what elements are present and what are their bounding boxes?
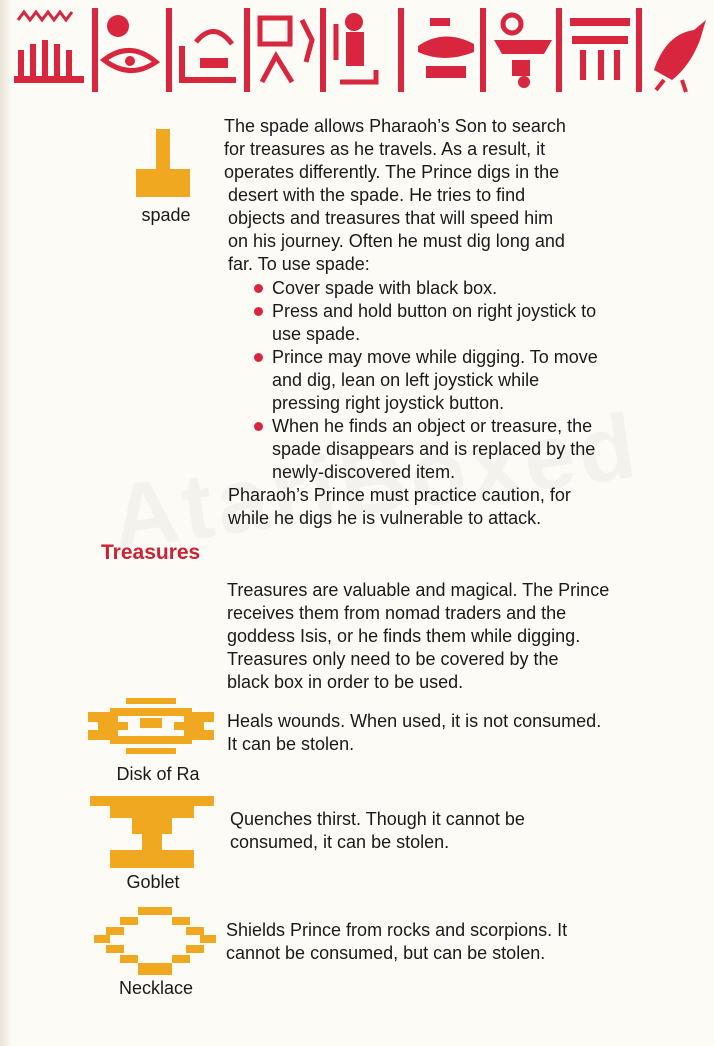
bullet-line: Press and hold button on right joystick to [272, 301, 597, 321]
disk-of-ra-line-1: Heals wounds. When used, it is not consumed. [227, 711, 602, 731]
goblet-line-2: consumed, it can be stolen. [230, 832, 450, 852]
bullet-line: Prince may move while digging. To move [272, 347, 598, 367]
spade-intro-line-5: objects and treasures that will speed him [228, 208, 554, 228]
necklace-line-2: cannot be consumed, but can be stolen. [226, 943, 546, 963]
list-item [250, 415, 598, 484]
bullet-line: Cover spade with black box. [272, 278, 498, 298]
spade-intro-line-1: The spade allows Pharaoh’s Son to search [224, 116, 566, 136]
bullet-dot-icon [254, 307, 263, 316]
bullet-dot-icon [254, 422, 263, 431]
list-item [250, 300, 598, 346]
bullet-line: newly-discovered item. [272, 462, 456, 482]
list-item [250, 277, 598, 300]
spade-outro-line-1: Pharaoh’s Prince must practice caution, for [228, 485, 571, 505]
spade-intro-line-6: on his journey. Often he must dig long and [228, 231, 565, 251]
hieroglyph-border-icon [0, 0, 714, 100]
bullet-line: pressing right joystick button. [272, 393, 505, 413]
goblet-line-1: Quenches thirst. Though it cannot be [230, 809, 525, 829]
bullet-dot-icon [254, 284, 263, 293]
necklace-icon [94, 907, 216, 975]
spade-intro-line-3: operates differently. The Prince digs in the [224, 162, 560, 182]
bullet-dot-icon [254, 353, 263, 362]
goblet-caption: Goblet [126, 872, 180, 892]
spade-intro-line-4: desert with the spade. He tries to find [228, 185, 526, 205]
treasures-intro-line-5: black box in order to be used. [227, 672, 464, 692]
spade-intro-line-7: far. To use spade: [228, 254, 370, 274]
treasures-intro-line-1: Treasures are valuable and magical. The Prince [227, 580, 610, 600]
treasures-intro-line-3: goddess Isis, or he finds them while digging. [227, 626, 581, 646]
bullet-line: and dig, lean on left joystick while [272, 370, 540, 390]
treasures-heading: Treasures [101, 541, 201, 564]
necklace-line-1: Shields Prince from rocks and scorpions. It [226, 920, 568, 940]
spade-intro-line-2: for treasures as he travels. As a result, it [224, 139, 546, 159]
goblet-icon [90, 796, 214, 868]
spade-outro-line-2: while he digs he is vulnerable to attack. [228, 508, 542, 528]
treasures-intro-line-4: Treasures only need to be covered by the [227, 649, 559, 669]
bullet-line: When he finds an object or treasure, the [272, 416, 593, 436]
disk-of-ra-caption: Disk of Ra [116, 764, 200, 784]
spade-usage-list [250, 277, 598, 484]
spade-icon [136, 129, 190, 197]
treasures-intro-line-2: receives them from nomad traders and the [227, 603, 567, 623]
disk-of-ra-icon [88, 698, 214, 754]
list-item [250, 346, 598, 415]
disk-of-ra-line-2: It can be stolen. [227, 734, 355, 754]
spade-caption: spade [141, 205, 191, 225]
necklace-caption: Necklace [118, 978, 194, 998]
page-edge [0, 0, 12, 1046]
hieroglyph-header [0, 0, 714, 100]
bullet-line: use spade. [272, 324, 361, 344]
bullet-line: spade disappears and is replaced by the [272, 439, 596, 459]
